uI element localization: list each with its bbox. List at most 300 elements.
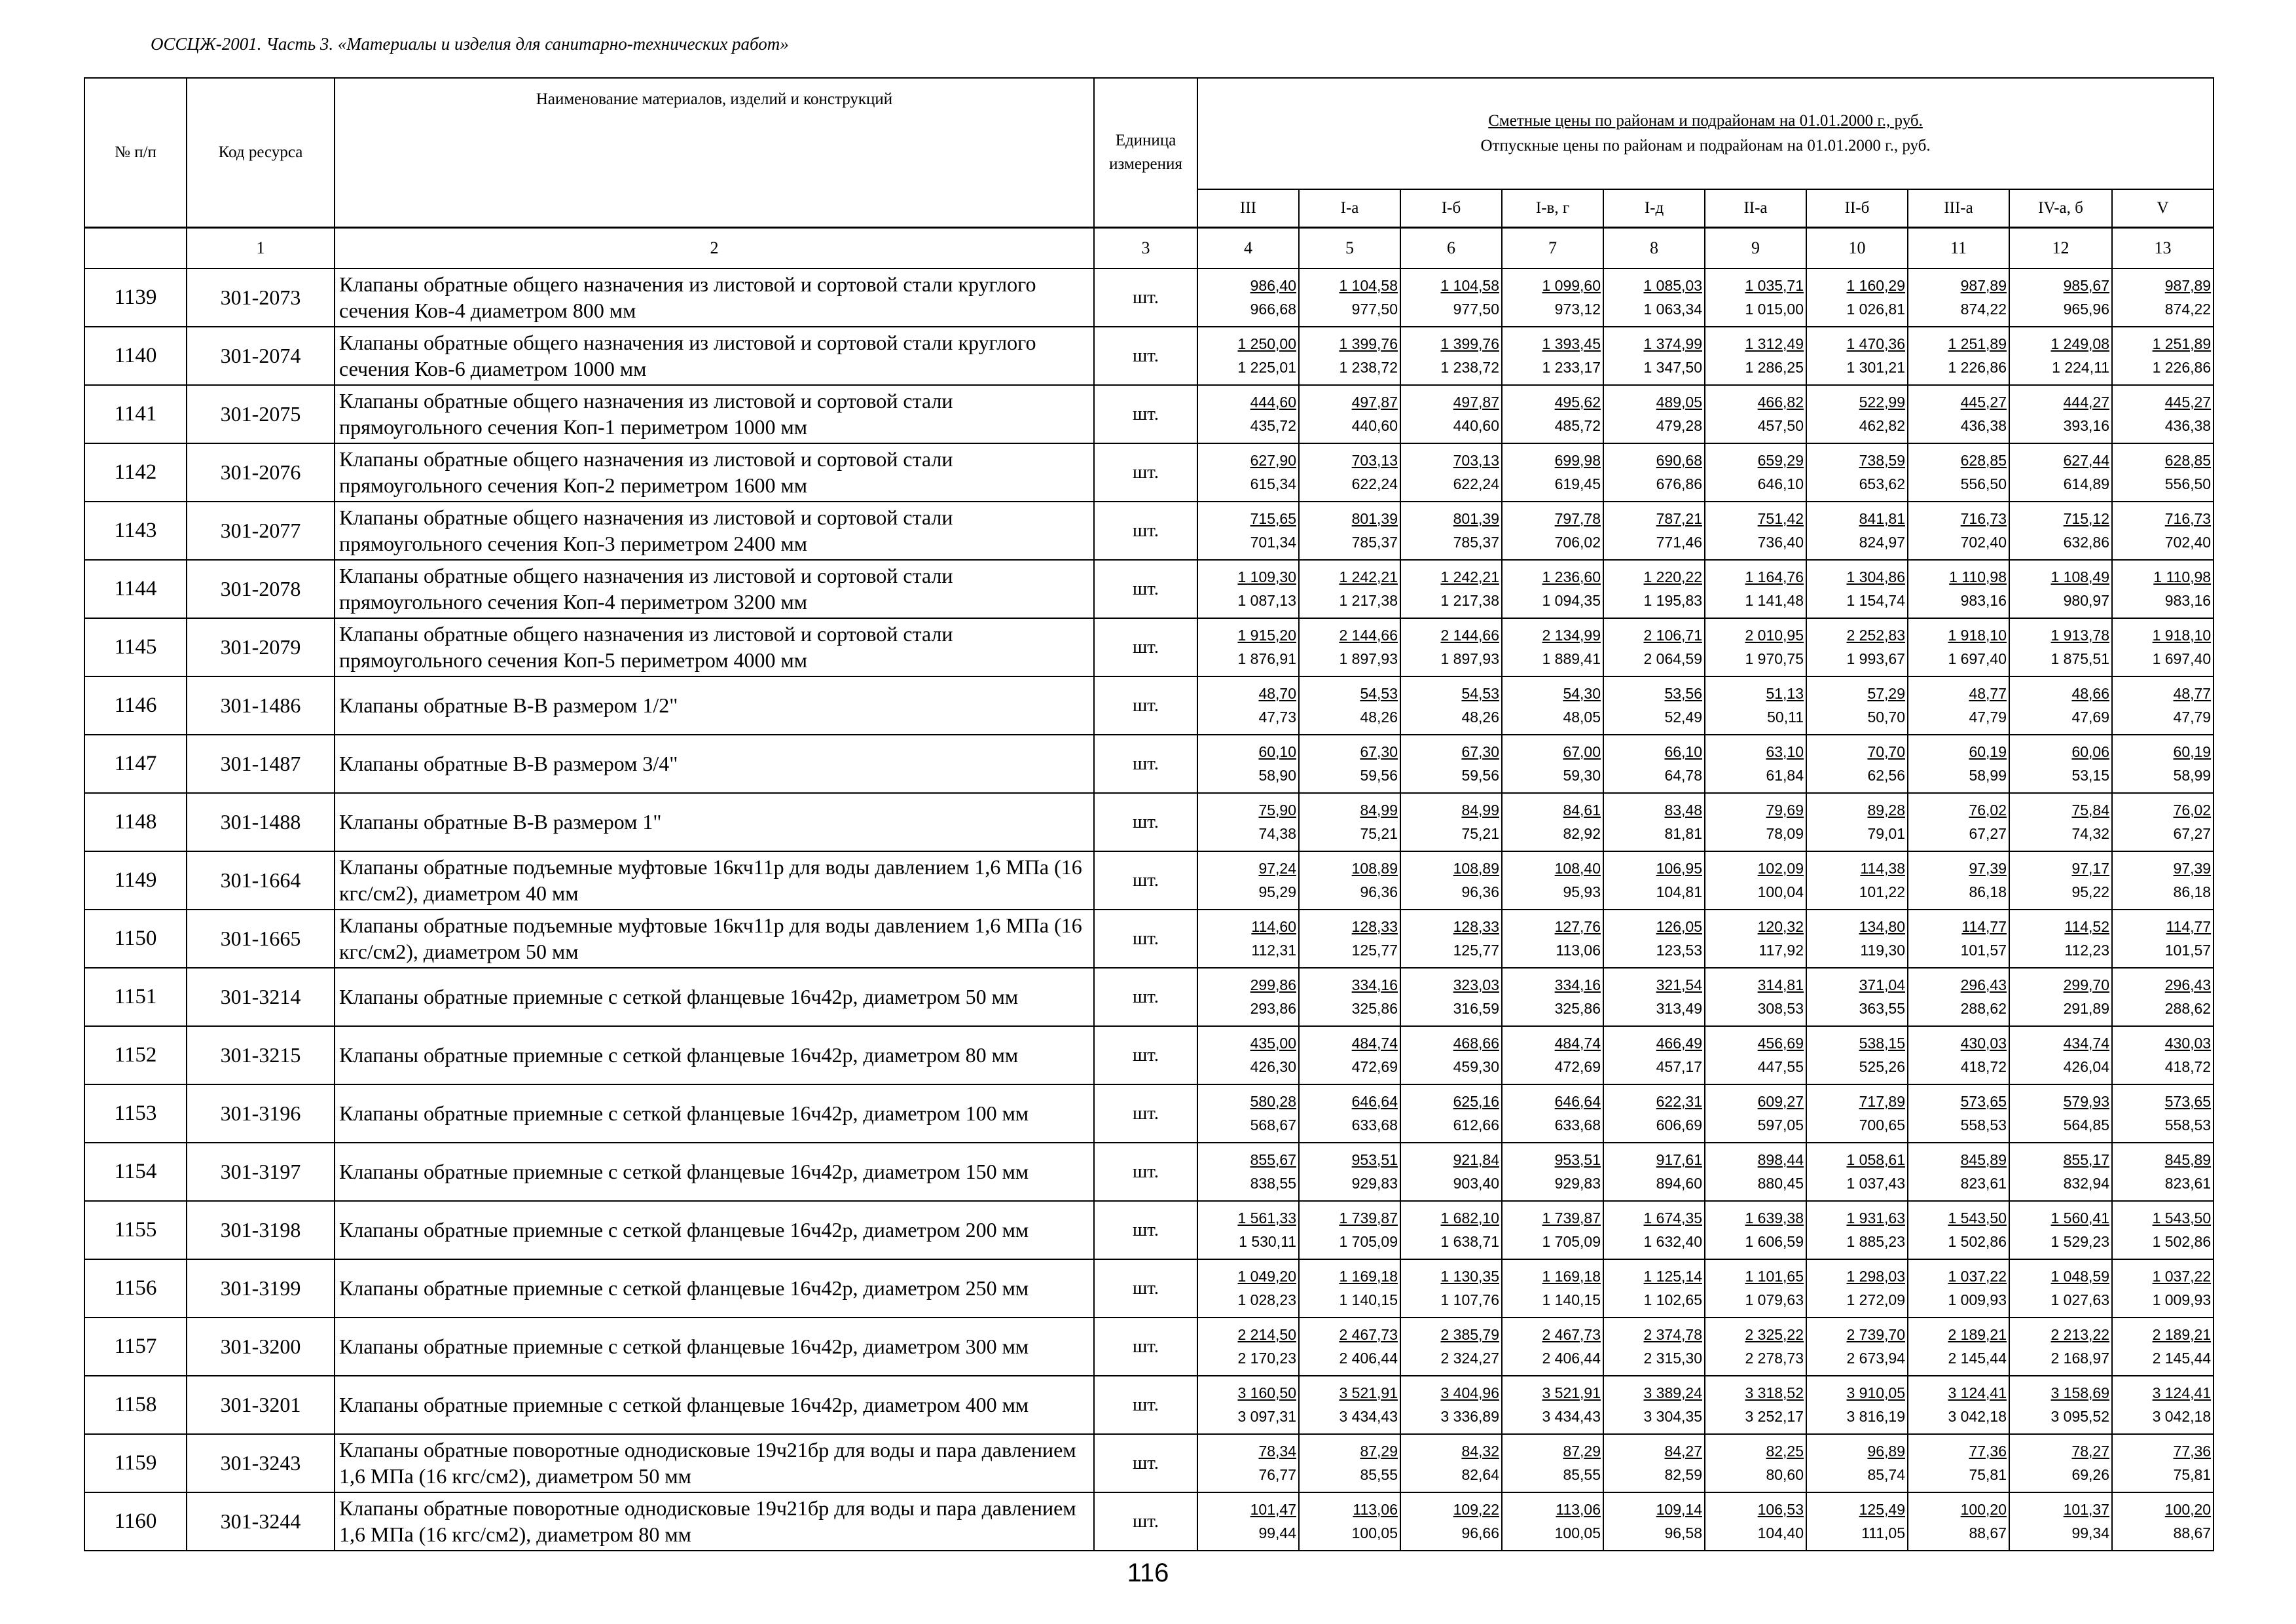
estimate-price: 67,30 bbox=[1360, 743, 1398, 760]
estimate-price: 986,40 bbox=[1250, 277, 1296, 294]
unit-of-measure: шт. bbox=[1094, 968, 1197, 1026]
price-cell bbox=[1603, 1318, 1705, 1376]
estimate-price: 444,60 bbox=[1250, 394, 1296, 411]
item-name: Клапаны обратные общего назначения из листовой и сортовой стали прямоугольного сечения Коп-3 периметром 2400 мм bbox=[335, 502, 1094, 560]
release-price: 313,49 bbox=[1656, 1000, 1702, 1017]
price-cell bbox=[1908, 676, 2009, 735]
estimate-price: 108,40 bbox=[1554, 860, 1601, 877]
release-price: 316,59 bbox=[1453, 1000, 1499, 1017]
release-price: 50,70 bbox=[1867, 709, 1905, 726]
estimate-price: 114,38 bbox=[1860, 860, 1905, 877]
region-header: V bbox=[2112, 189, 2214, 228]
release-price: 700,65 bbox=[1859, 1116, 1905, 1134]
release-price: 82,59 bbox=[1664, 1466, 1702, 1483]
price-cell bbox=[1299, 443, 1400, 502]
estimate-price: 1 236,60 bbox=[1542, 568, 1601, 585]
estimate-price: 126,05 bbox=[1656, 918, 1702, 935]
release-price: 632,86 bbox=[2063, 534, 2109, 551]
estimate-price: 53,56 bbox=[1664, 685, 1702, 702]
estimate-price: 321,54 bbox=[1656, 976, 1702, 993]
estimate-price: 580,28 bbox=[1250, 1093, 1296, 1110]
estimate-price: 120,32 bbox=[1757, 918, 1804, 935]
table-row bbox=[84, 1143, 2214, 1201]
unit-of-measure: шт. bbox=[1094, 1259, 1197, 1318]
region-header: I-а bbox=[1299, 189, 1400, 228]
estimate-price: 1 037,22 bbox=[1948, 1268, 2007, 1285]
release-price: 1 529,23 bbox=[2050, 1233, 2109, 1250]
release-price: 426,30 bbox=[1250, 1058, 1296, 1075]
table-row bbox=[84, 268, 2214, 327]
unit-of-measure: шт. bbox=[1094, 793, 1197, 851]
item-name: Клапаны обратные общего назначения из листовой и сортовой стали прямоугольного сечения Коп-2 периметром 1600 мм bbox=[335, 443, 1094, 502]
price-cell bbox=[1705, 443, 1806, 502]
price-cell bbox=[1299, 327, 1400, 385]
estimate-price: 987,89 bbox=[2164, 277, 2212, 294]
price-cell bbox=[2112, 1376, 2214, 1434]
estimate-price: 1 399,76 bbox=[1440, 335, 1499, 352]
estimate-price: 1 242,21 bbox=[1440, 568, 1499, 585]
price-cell bbox=[1299, 1434, 1400, 1492]
price-cell bbox=[2009, 968, 2112, 1026]
estimate-price: 51,13 bbox=[1766, 685, 1804, 702]
estimate-price: 434,74 bbox=[2063, 1035, 2109, 1052]
region-header: III-а bbox=[1908, 189, 2009, 228]
release-price: 53,15 bbox=[2071, 767, 2109, 784]
release-price: 1 102,65 bbox=[1643, 1291, 1702, 1308]
release-price: 1 015,00 bbox=[1745, 301, 1804, 318]
estimate-price: 1 164,76 bbox=[1745, 568, 1804, 585]
price-cell bbox=[1400, 1143, 1502, 1201]
header-code: Код ресурса bbox=[187, 78, 335, 228]
unit-of-measure: шт. bbox=[1094, 1376, 1197, 1434]
price-cell bbox=[1502, 676, 1603, 735]
release-price: 653,62 bbox=[1859, 475, 1905, 492]
price-cell bbox=[1400, 1434, 1502, 1492]
unit-of-measure: шт. bbox=[1094, 618, 1197, 676]
estimate-price: 1 085,03 bbox=[1643, 277, 1702, 294]
estimate-price: 75,90 bbox=[1258, 802, 1296, 819]
price-cell bbox=[1197, 793, 1299, 851]
estimate-price: 1 915,20 bbox=[1237, 627, 1296, 644]
price-cell bbox=[2112, 1492, 2214, 1551]
item-name: Клапаны обратные В-В размером 1" bbox=[335, 793, 1094, 851]
release-price: 472,69 bbox=[1554, 1058, 1601, 1075]
price-cell bbox=[1299, 618, 1400, 676]
price-cell bbox=[1299, 793, 1400, 851]
estimate-price: 466,49 bbox=[1656, 1035, 1702, 1052]
price-cell bbox=[1603, 268, 1705, 327]
price-cell bbox=[2112, 793, 2214, 851]
release-price: 929,83 bbox=[1554, 1175, 1601, 1192]
release-price: 117,92 bbox=[1758, 942, 1804, 959]
estimate-price: 1 674,35 bbox=[1643, 1209, 1702, 1227]
unit-of-measure: шт. bbox=[1094, 385, 1197, 443]
release-price: 104,81 bbox=[1656, 883, 1702, 900]
estimate-price: 497,87 bbox=[1453, 394, 1499, 411]
release-price: 1 885,23 bbox=[1846, 1233, 1905, 1250]
table-row bbox=[84, 1084, 2214, 1143]
release-price: 1 026,81 bbox=[1846, 301, 1905, 318]
price-cell bbox=[1705, 618, 1806, 676]
price-cell bbox=[1705, 385, 1806, 443]
column-number: 13 bbox=[2112, 228, 2214, 268]
price-cell bbox=[1299, 910, 1400, 968]
price-cell bbox=[1502, 385, 1603, 443]
release-price: 614,89 bbox=[2063, 475, 2109, 492]
document-header: ОССЦЖ-2001. Часть 3. «Материалы и изделия для санитарно-технических работ» bbox=[151, 34, 789, 54]
estimate-price: 48,77 bbox=[1969, 685, 2007, 702]
price-cell bbox=[1908, 793, 2009, 851]
estimate-price: 703,13 bbox=[1453, 452, 1499, 469]
estimate-price: 1 298,03 bbox=[1846, 1268, 1905, 1285]
estimate-price: 60,10 bbox=[1258, 743, 1296, 760]
release-price: 47,73 bbox=[1258, 709, 1296, 726]
price-cell bbox=[1502, 793, 1603, 851]
estimate-price: 3 910,05 bbox=[1846, 1384, 1905, 1401]
release-price: 771,46 bbox=[1656, 534, 1702, 551]
estimate-price: 299,70 bbox=[2063, 976, 2109, 993]
price-cell bbox=[1705, 327, 1806, 385]
release-price: 606,69 bbox=[1656, 1116, 1702, 1134]
row-number: 1146 bbox=[84, 676, 187, 735]
row-number: 1160 bbox=[84, 1492, 187, 1551]
price-cell bbox=[1806, 851, 1908, 910]
release-price: 100,05 bbox=[1554, 1524, 1601, 1541]
release-price: 125,77 bbox=[1351, 942, 1398, 959]
price-cell bbox=[1603, 1201, 1705, 1259]
estimate-price: 659,29 bbox=[1757, 452, 1804, 469]
item-name: Клапаны обратные подъемные муфтовые 16кч11р для воды давлением 1,6 МПа (16 кгс/см2), диаметром 50 мм bbox=[335, 910, 1094, 968]
price-cell bbox=[2112, 1318, 2214, 1376]
item-name: Клапаны обратные приемные с сеткой фланцевые 16ч42р, диаметром 50 мм bbox=[335, 968, 1094, 1026]
estimate-price: 1 393,45 bbox=[1542, 335, 1601, 352]
price-cell bbox=[1705, 851, 1806, 910]
estimate-price: 845,89 bbox=[2164, 1151, 2212, 1168]
price-cell bbox=[1502, 618, 1603, 676]
release-price: 2 406,44 bbox=[1542, 1350, 1601, 1367]
estimate-price: 953,51 bbox=[1351, 1151, 1398, 1168]
estimate-price: 2 106,71 bbox=[1643, 627, 1702, 644]
release-price: 2 278,73 bbox=[1745, 1350, 1804, 1367]
release-price: 874,22 bbox=[2164, 301, 2212, 318]
price-cell bbox=[1197, 851, 1299, 910]
estimate-price: 627,90 bbox=[1250, 452, 1296, 469]
estimate-price: 101,37 bbox=[2063, 1501, 2109, 1518]
price-cell bbox=[1299, 1026, 1400, 1084]
price-cell bbox=[2009, 618, 2112, 676]
price-cell bbox=[1299, 1318, 1400, 1376]
table-row bbox=[84, 910, 2214, 968]
price-cell bbox=[2112, 327, 2214, 385]
price-cell bbox=[1502, 1318, 1603, 1376]
price-cell bbox=[2009, 1026, 2112, 1084]
price-cell bbox=[1299, 851, 1400, 910]
price-cell bbox=[1908, 1201, 2009, 1259]
item-name: Клапаны обратные общего назначения из листовой и сортовой стали прямоугольного сечения Коп-5 периметром 4000 мм bbox=[335, 618, 1094, 676]
release-price: 79,01 bbox=[1867, 825, 1905, 842]
estimate-price: 114,77 bbox=[2166, 918, 2212, 935]
price-cell bbox=[1400, 735, 1502, 793]
table-row bbox=[84, 793, 2214, 851]
release-price: 1 238,72 bbox=[1339, 359, 1398, 376]
price-cell bbox=[1705, 1026, 1806, 1084]
unit-of-measure: шт. bbox=[1094, 1318, 1197, 1376]
price-cell bbox=[1806, 1143, 1908, 1201]
release-price: 112,31 bbox=[1251, 942, 1296, 959]
resource-code: 301-3244 bbox=[187, 1492, 335, 1551]
estimate-price: 466,82 bbox=[1757, 394, 1804, 411]
release-price: 50,11 bbox=[1767, 709, 1804, 726]
price-cell bbox=[1603, 968, 1705, 1026]
release-price: 1 233,17 bbox=[1542, 359, 1601, 376]
release-price: 3 336,89 bbox=[1440, 1408, 1499, 1425]
row-number: 1157 bbox=[84, 1318, 187, 1376]
estimate-price: 101,47 bbox=[1250, 1501, 1296, 1518]
price-cell bbox=[1806, 1026, 1908, 1084]
resource-code: 301-3215 bbox=[187, 1026, 335, 1084]
item-name: Клапаны обратные В-В размером 3/4" bbox=[335, 735, 1094, 793]
price-cell bbox=[1705, 676, 1806, 735]
estimate-price: 953,51 bbox=[1554, 1151, 1601, 1168]
release-price: 80,60 bbox=[1766, 1466, 1804, 1483]
release-price: 1 347,50 bbox=[1643, 359, 1702, 376]
resource-code: 301-2078 bbox=[187, 560, 335, 618]
release-price: 393,16 bbox=[2063, 417, 2109, 434]
price-cell bbox=[1908, 1143, 2009, 1201]
resource-code: 301-3243 bbox=[187, 1434, 335, 1492]
unit-of-measure: шт. bbox=[1094, 443, 1197, 502]
estimate-price: 48,66 bbox=[2071, 685, 2109, 702]
release-price: 983,16 bbox=[2164, 592, 2212, 609]
release-price: 880,45 bbox=[1757, 1175, 1804, 1192]
release-price: 104,40 bbox=[1757, 1524, 1804, 1541]
price-cell bbox=[1705, 1084, 1806, 1143]
estimate-price: 609,27 bbox=[1757, 1093, 1804, 1110]
estimate-price: 1 110,98 bbox=[1949, 568, 2007, 585]
release-price: 75,81 bbox=[2173, 1466, 2212, 1483]
release-price: 440,60 bbox=[1351, 417, 1398, 434]
price-cell bbox=[1197, 1201, 1299, 1259]
estimate-price: 1 242,21 bbox=[1339, 568, 1398, 585]
price-cell bbox=[1400, 851, 1502, 910]
release-price: 95,93 bbox=[1563, 883, 1601, 900]
estimate-price: 84,99 bbox=[1360, 802, 1398, 819]
price-cell bbox=[1197, 1492, 1299, 1551]
estimate-price: 2 010,95 bbox=[1745, 627, 1804, 644]
price-cell bbox=[1806, 1376, 1908, 1434]
release-price: 977,50 bbox=[1351, 301, 1398, 318]
estimate-price: 48,70 bbox=[1258, 685, 1296, 702]
estimate-price: 75,84 bbox=[2071, 802, 2109, 819]
row-number: 1140 bbox=[84, 327, 187, 385]
column-number-row bbox=[84, 228, 2214, 268]
price-cell bbox=[1705, 1492, 1806, 1551]
release-price: 619,45 bbox=[1554, 475, 1601, 492]
price-cell bbox=[1502, 1084, 1603, 1143]
release-price: 966,68 bbox=[1250, 301, 1296, 318]
estimate-price: 715,12 bbox=[2063, 510, 2109, 527]
price-cell bbox=[2112, 618, 2214, 676]
release-price: 426,04 bbox=[2063, 1058, 2109, 1075]
unit-of-measure: шт. bbox=[1094, 910, 1197, 968]
column-number: 7 bbox=[1502, 228, 1603, 268]
header-name: Наименование материалов, изделий и конструкций bbox=[335, 78, 1094, 228]
column-number-empty bbox=[84, 228, 187, 268]
release-price: 47,79 bbox=[1969, 709, 2007, 726]
price-cell bbox=[1502, 851, 1603, 910]
estimate-price: 84,27 bbox=[1664, 1443, 1702, 1460]
region-header: III bbox=[1197, 189, 1299, 228]
release-price: 288,62 bbox=[2164, 1000, 2212, 1017]
release-price: 1 876,91 bbox=[1237, 650, 1296, 667]
price-cell bbox=[1400, 1201, 1502, 1259]
price-cell bbox=[1806, 1318, 1908, 1376]
estimate-price: 1 374,99 bbox=[1643, 335, 1702, 352]
item-name: Клапаны обратные общего назначения из листовой и сортовой стали круглого сечения Ков-6 диаметром 1000 мм bbox=[335, 327, 1094, 385]
release-price: 96,66 bbox=[1461, 1524, 1499, 1541]
region-header: I-б bbox=[1400, 189, 1502, 228]
estimate-price: 1 099,60 bbox=[1542, 277, 1601, 294]
row-number: 1139 bbox=[84, 268, 187, 327]
estimate-price: 54,53 bbox=[1360, 685, 1398, 702]
price-cell bbox=[1502, 1492, 1603, 1551]
release-price: 525,26 bbox=[1859, 1058, 1905, 1075]
table-row bbox=[84, 735, 2214, 793]
estimate-price: 1 251,89 bbox=[1948, 335, 2007, 352]
release-price: 111,05 bbox=[1861, 1524, 1905, 1541]
resource-code: 301-3201 bbox=[187, 1376, 335, 1434]
price-cell bbox=[2009, 910, 2112, 968]
price-cell bbox=[1908, 735, 2009, 793]
price-cell bbox=[1705, 910, 1806, 968]
estimate-price: 323,03 bbox=[1453, 976, 1499, 993]
release-price: 99,44 bbox=[1258, 1524, 1296, 1541]
price-cell bbox=[1197, 676, 1299, 735]
price-cell bbox=[1502, 1201, 1603, 1259]
resource-code: 301-2075 bbox=[187, 385, 335, 443]
estimate-price: 97,24 bbox=[1258, 860, 1296, 877]
estimate-price: 497,87 bbox=[1351, 394, 1398, 411]
release-price: 48,26 bbox=[1360, 709, 1398, 726]
price-cell bbox=[1299, 268, 1400, 327]
price-cell bbox=[2112, 443, 2214, 502]
release-price: 633,68 bbox=[1554, 1116, 1601, 1134]
price-cell bbox=[1603, 1143, 1705, 1201]
estimate-price: 296,43 bbox=[2164, 976, 2212, 993]
estimate-price: 3 521,91 bbox=[1339, 1384, 1398, 1401]
price-cell bbox=[1705, 735, 1806, 793]
release-price: 418,72 bbox=[2164, 1058, 2212, 1075]
estimate-price: 3 389,24 bbox=[1643, 1384, 1702, 1401]
release-price: 1 897,93 bbox=[1339, 650, 1398, 667]
release-price: 48,05 bbox=[1563, 709, 1601, 726]
price-cell bbox=[1197, 968, 1299, 1026]
price-cell bbox=[1603, 1434, 1705, 1492]
release-price: 903,40 bbox=[1453, 1175, 1499, 1192]
estimate-price: 77,36 bbox=[2173, 1443, 2212, 1460]
estimate-price: 715,65 bbox=[1250, 510, 1296, 527]
release-price: 1 697,40 bbox=[2152, 650, 2212, 667]
price-cell bbox=[1705, 560, 1806, 618]
release-price: 1 037,43 bbox=[1846, 1175, 1905, 1192]
estimate-price: 334,16 bbox=[1554, 976, 1601, 993]
estimate-price: 97,39 bbox=[2173, 860, 2212, 877]
estimate-price: 1 035,71 bbox=[1745, 277, 1804, 294]
price-cell bbox=[1603, 385, 1705, 443]
estimate-price: 79,69 bbox=[1766, 802, 1804, 819]
unit-of-measure: шт. bbox=[1094, 851, 1197, 910]
table-row bbox=[84, 1259, 2214, 1318]
table-body bbox=[84, 268, 2214, 1551]
release-price: 1 705,09 bbox=[1339, 1233, 1398, 1250]
estimate-price: 3 160,50 bbox=[1237, 1384, 1296, 1401]
unit-of-measure: шт. bbox=[1094, 327, 1197, 385]
resource-code: 301-1488 bbox=[187, 793, 335, 851]
price-cell bbox=[1806, 1434, 1908, 1492]
price-cell bbox=[2009, 327, 2112, 385]
release-price: 3 434,43 bbox=[1542, 1408, 1601, 1425]
estimate-price: 646,64 bbox=[1351, 1093, 1398, 1110]
price-cell bbox=[1197, 443, 1299, 502]
estimate-price: 1 639,38 bbox=[1745, 1209, 1804, 1227]
table-row bbox=[84, 1026, 2214, 1084]
price-cell bbox=[1806, 676, 1908, 735]
row-number: 1156 bbox=[84, 1259, 187, 1318]
table-row bbox=[84, 676, 2214, 735]
resource-code: 301-1665 bbox=[187, 910, 335, 968]
price-cell bbox=[1299, 560, 1400, 618]
release-price: 293,86 bbox=[1250, 1000, 1296, 1017]
price-cell bbox=[1197, 502, 1299, 560]
estimate-price: 1 470,36 bbox=[1846, 335, 1905, 352]
release-price: 2 064,59 bbox=[1643, 650, 1702, 667]
estimate-price: 97,39 bbox=[1969, 860, 2007, 877]
price-cell bbox=[1400, 1084, 1502, 1143]
release-price: 75,81 bbox=[1969, 1466, 2007, 1483]
release-price: 977,50 bbox=[1453, 301, 1499, 318]
price-cell bbox=[1400, 1376, 1502, 1434]
release-price: 61,84 bbox=[1766, 767, 1804, 784]
release-price: 2 673,94 bbox=[1846, 1350, 1905, 1367]
price-cell bbox=[1603, 502, 1705, 560]
release-price: 62,56 bbox=[1867, 767, 1905, 784]
price-cell bbox=[1502, 1026, 1603, 1084]
price-cell bbox=[2009, 851, 2112, 910]
price-cell bbox=[1908, 560, 2009, 618]
price-cell bbox=[1502, 1434, 1603, 1492]
table-row bbox=[84, 851, 2214, 910]
release-price: 485,72 bbox=[1554, 417, 1601, 434]
price-cell bbox=[1197, 1259, 1299, 1318]
release-price: 81,81 bbox=[1664, 825, 1702, 842]
price-cell bbox=[1603, 1026, 1705, 1084]
estimate-price: 109,14 bbox=[1656, 1501, 1702, 1518]
release-price: 457,50 bbox=[1757, 417, 1804, 434]
estimate-price: 456,69 bbox=[1757, 1035, 1804, 1052]
release-price: 86,18 bbox=[1969, 883, 2007, 900]
release-price: 1 638,71 bbox=[1440, 1233, 1499, 1250]
price-cell bbox=[2009, 443, 2112, 502]
estimate-price: 3 318,52 bbox=[1745, 1384, 1804, 1401]
estimate-price: 54,53 bbox=[1461, 685, 1499, 702]
price-cell bbox=[2009, 1084, 2112, 1143]
release-price: 929,83 bbox=[1351, 1175, 1398, 1192]
estimate-price: 1 160,29 bbox=[1846, 277, 1905, 294]
price-cell bbox=[2112, 1084, 2214, 1143]
price-cell bbox=[1908, 502, 2009, 560]
item-name: Клапаны обратные общего назначения из листовой и сортовой стали круглого сечения Ков-4 диаметром 800 мм bbox=[335, 268, 1094, 327]
release-price: 1 697,40 bbox=[1948, 650, 2007, 667]
